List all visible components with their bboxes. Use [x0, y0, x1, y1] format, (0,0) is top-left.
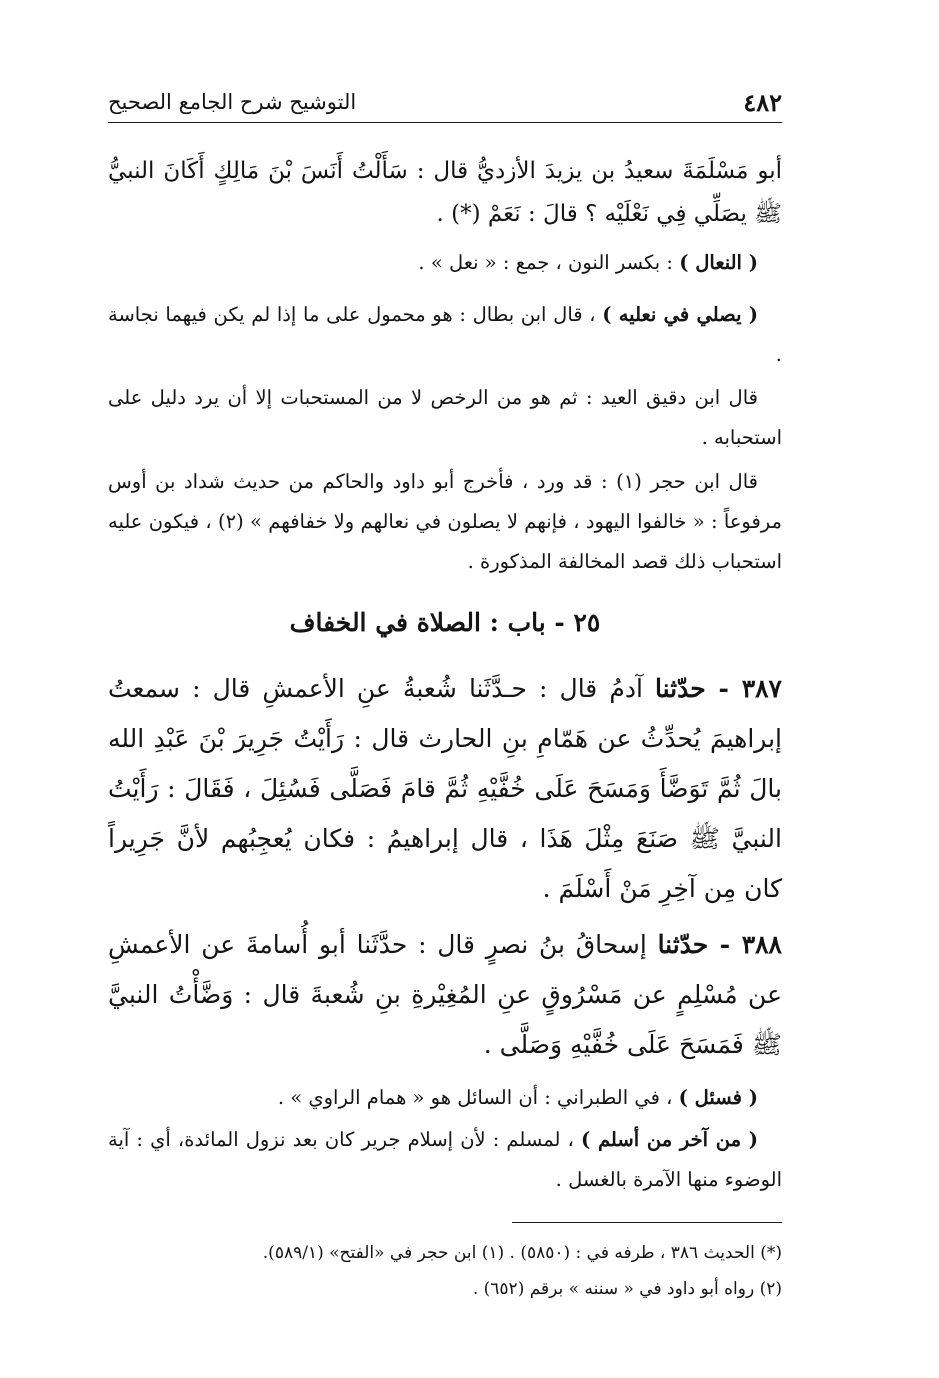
- note-ibn-daqiq: [108, 378, 782, 458]
- note-yusalli: [108, 295, 782, 375]
- intro-hadith: أبو مَسْلَمَةَ سعيدُ بن يزيدَ الأزديُّ قال : سَأَلْتُ أَنَسَ بْنَ مَالِكٍ أَكَانَ النبيُّ ﷺ يصَلِّي فِي نَعْلَيْه ؟ قالَ : نَعَمْ (*) .: [108, 158, 782, 227]
- note-suila: [108, 1078, 782, 1118]
- note-akhir: [108, 1120, 782, 1200]
- page-number: ٤٨٢: [743, 88, 782, 117]
- note-text: ، لمسلم : لأن إسلام جرير كان بعد نزول المائدة، أي : آية الوضوء منها الآمرة بالغسل .: [108, 1128, 782, 1191]
- footnote-divider: [512, 1222, 782, 1223]
- note-keyword: ( النعال ): [679, 251, 758, 274]
- hadith-number: ٣٨٧ - حدّثنا: [654, 674, 782, 703]
- book-title: التوشيح شرح الجامع الصحيح: [108, 90, 357, 114]
- footnote-1: (*) الحديث ٣٨٦ ، طرفه في : (٥٨٥٠) . (١) ابن حجر في «الفتح» (٥٨٩/١).: [262, 1243, 782, 1263]
- hadith-text: إسحاقُ بنُ نصرٍ قال : حدَّثَنا أبو أُسامةَ عن الأعمشِ عن مُسْلِمٍ عن مَسْرُوقٍ عنِ المُغِيْرةِ بنِ شُعبةَ قال : وَضَّأْتُ النبيَّ ﷺ فَمَسَحَ عَلَى خُفَّيْهِ وَصَلَّى .: [108, 930, 782, 1059]
- note-text: قال ابن دقيق العيد : ثم هو من الرخص لا من المستحبات إلا أن يرد دليل على استحبابه .: [108, 386, 782, 449]
- note-text: ، قال ابن بطال : هو محمول على ما إذا لم يكن فيهما نجاسة .: [108, 303, 782, 366]
- hadith-number: ٣٨٨ - حدّثنا: [657, 930, 782, 959]
- note-text: قال ابن حجر (١) : قد ورد ، فأخرج أبو داود والحاكم من حديث شداد بن أوس مرفوعاً : « خالفوا اليهود ، فإنهم لا يصلون في نعالهم ولا خفافهم » (٢) ، فيكون عليه استحباب ذلك قصد المخالفة المذكورة .: [108, 470, 782, 573]
- chapter-heading: ٢٥ - باب : الصلاة في الخفاف: [289, 608, 601, 637]
- note-text: : بكسر النون ، جمع : « نعل » .: [418, 251, 680, 274]
- note-keyword: ( من آخر من أسلم ): [581, 1128, 758, 1151]
- note-ibn-hajar: [108, 462, 782, 582]
- footnote-2: (٢) رواه أبو داود في « سننه » برقم (٦٥٢) .: [472, 1279, 782, 1299]
- hadith-388: [108, 920, 782, 1070]
- note-keyword: ( فسئل ): [678, 1086, 758, 1109]
- note-nial: [108, 243, 782, 283]
- hadith-text: آدمُ قال : حـدَّثَنا شُعبةُ عنِ الأعمشِ قال : سمعتُ إبراهيمَ يُحدِّثُ عن هَمّامِ بنِ الحارث قال : رَأَيْتُ جَرِيرَ بْنَ عَبْدِ الله بالَ ثُمَّ تَوَضَّأَ وَمَسَحَ عَلَى خُفَّيْهِ ثُمَّ قامَ فَصَلَّى فَسُئِلَ ، فَقَالَ : رَأَيْتُ النبيَّ ﷺ صَنَعَ مِثْلَ هَذَا ، قال إبراهيمُ : فكان يُعجِبُهم لأنَّ جَرِيراً كان مِن آخِرِ مَنْ أَسْلَمَ .: [108, 674, 782, 903]
- note-text: ، في الطبراني : أن السائل هو « همام الراوي » .: [277, 1086, 679, 1109]
- note-keyword: ( يصلي في نعليه ): [602, 303, 758, 326]
- hadith-387: [108, 664, 782, 914]
- page-header: [108, 88, 782, 123]
